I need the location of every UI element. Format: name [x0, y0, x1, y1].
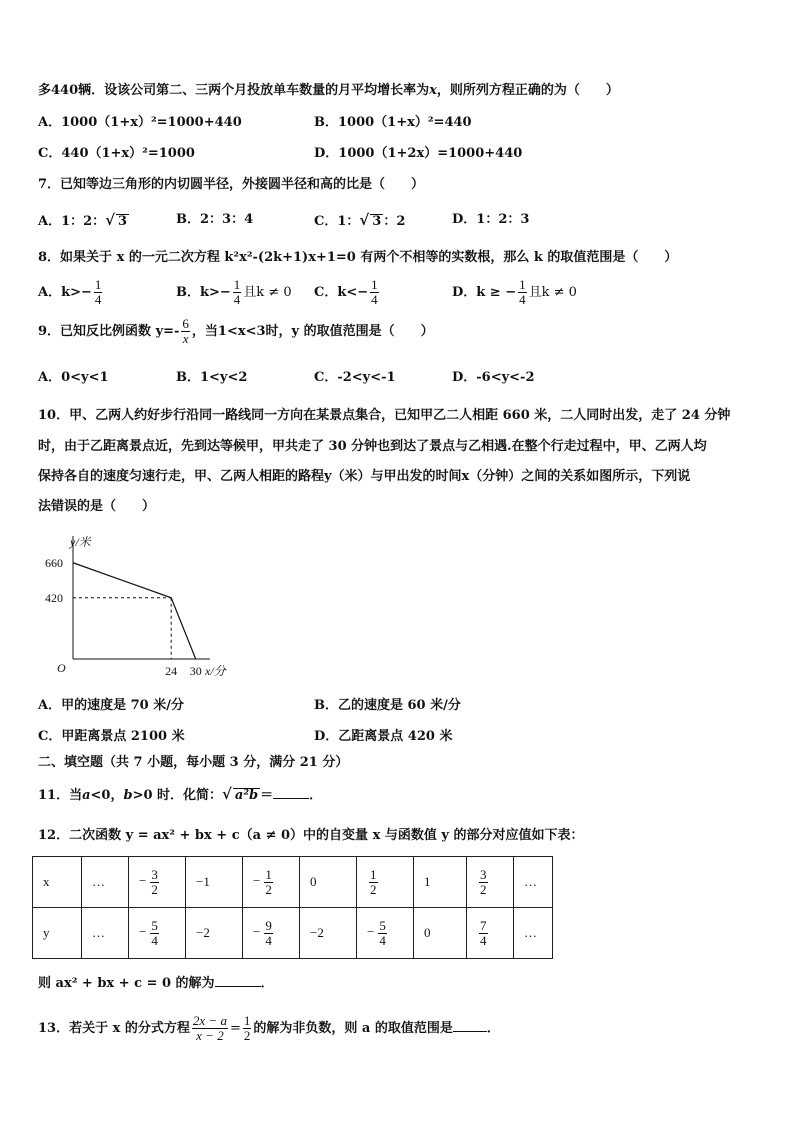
table-cell: y	[33, 908, 82, 959]
q7-option-d: D．1：2：3	[452, 212, 530, 227]
x-axis-label: x/分	[205, 664, 226, 678]
table-cell: $\frac{7}{4}$	[467, 908, 514, 959]
table-cell: − $\frac{1}{2}$	[243, 857, 300, 908]
table-cell: $\frac{3}{2}$	[467, 857, 514, 908]
section-heading-fill-in: 二、填空题（共 7 小题，每小题 3 分，满分 21 分）	[38, 755, 349, 770]
table-cell: − $\frac{9}{4}$	[243, 908, 300, 959]
q13-answer-blank[interactable]	[453, 1031, 487, 1032]
y-tick-label: 660	[45, 555, 63, 570]
q7-stem: 7．已知等边三角形的内切圆半径，外接圆半径和高的比是（ ）	[38, 177, 425, 192]
q12-answer-line: 则 ax² + bx + c = 0 的解为 ．	[38, 976, 274, 991]
q6-stem: 多440辆．设该公司第二、三两个月投放单车数量的月平均增长率为x，则所列方程正确的为（ ）	[38, 83, 619, 98]
table-cell: −2	[300, 908, 357, 959]
q11-answer-blank[interactable]	[273, 798, 309, 799]
q10-line-4: 法错误的是（ ）	[38, 499, 156, 514]
q10-option-c: C．甲距离景点 2100 米	[38, 729, 185, 744]
table-cell: …	[514, 908, 553, 959]
q8-option-b: B．k>− $\frac{1}{4}$ 且k ≠ 0	[176, 277, 292, 307]
x-tick-label: 24	[165, 664, 178, 678]
table-cell: − $\frac{5}{4}$	[129, 908, 186, 959]
q9-option-c: C．-2<y<-1	[314, 370, 396, 385]
q10-distance-time-graph	[40, 532, 240, 682]
q12-value-table	[32, 856, 553, 959]
q9-option-b: B．1<y<2	[176, 370, 248, 385]
q8-option-d: D．k ≥ − $\frac{1}{4}$ 且k ≠ 0	[452, 277, 577, 307]
q6-option-b: B．1000（1+x）²=440	[314, 115, 472, 130]
q12-stem: 12．二次函数 y = ax² + bx + c（a ≠ 0）中的自变量 x 与函数值 y 的部分对应值如下表：	[38, 828, 584, 843]
table-cell: x	[33, 857, 82, 908]
q7-option-c: C．1：√ 3 ：2	[314, 211, 406, 229]
q8-stem: 8．如果关于 x 的一元二次方程 k²x²-(2k+1)x+1=0 有两个不相等的实数根，那么 k 的取值范围是（ ）	[38, 250, 678, 265]
table-cell: − $\frac{5}{4}$	[357, 908, 414, 959]
q7-option-a: A．1：2：√ 3	[38, 211, 128, 229]
q13-stem: 13．若关于 x 的分式方程 $\frac{2x - a}{x - 2}$ = $\frac{1}{2}$ 的解为非负数，则 a 的取值范围是 ．	[38, 1013, 500, 1043]
table-cell: …	[514, 857, 553, 908]
q10-line-3: 保持各自的速度匀速行走，甲、乙两人相距的路程y（米）与甲出发的时间x（分钟）之间的关系如图所示，下列说	[38, 469, 691, 484]
origin-label: O	[57, 661, 66, 675]
q6-option-c: C．440（1+x）²=1000	[38, 146, 195, 161]
table-cell: 1	[414, 857, 467, 908]
table-cell: − $\frac{3}{2}$	[129, 857, 186, 908]
q6-option-a: A．1000（1+x）²=1000+440	[38, 115, 242, 130]
table-cell: −1	[186, 857, 243, 908]
table-cell: $\frac{1}{2}$	[357, 857, 414, 908]
q11-stem: 11．当a<0，b>0 时．化简：√ a²b ＝ ．	[38, 785, 323, 803]
table-cell: 0	[300, 857, 357, 908]
q9-option-a: A．0<y<1	[38, 370, 109, 385]
q10-line-1: 10．甲、乙两人约好步行沿同一路线同一方向在某景点集合，已知甲乙二人相距 660 米，二人同时出发，走了 24 分钟	[38, 408, 731, 423]
table-cell: −2	[186, 908, 243, 959]
q8-option-c: C．k<− $\frac{1}{4}$	[314, 277, 378, 307]
q10-option-a: A．甲的速度是 70 米/分	[38, 698, 184, 713]
q10-option-d: D．乙距离景点 420 米	[314, 729, 453, 744]
table-cell: …	[82, 857, 129, 908]
q9-stem: 9．已知反比例函数 y=- $\frac{6}{x}$ ，当1<x<3时，y 的取值范围是（ ）	[38, 316, 434, 346]
q6-option-d: D．1000（1+2x）=1000+440	[314, 146, 523, 161]
table-cell: 0	[414, 908, 467, 959]
q8-option-a: A．k>− $\frac{1}{4}$	[38, 277, 102, 307]
q10-line-2: 时，由于乙距离景点近，先到达等候甲，甲共走了 30 分钟也到达了景点与乙相遇.在整个行走过程中，甲、乙两人均	[38, 439, 707, 454]
y-axis-label: y/米	[70, 535, 91, 549]
x-tick-label: 30	[189, 664, 202, 678]
series-line	[73, 563, 196, 659]
table-row	[33, 857, 553, 908]
q10-option-b: B．乙的速度是 60 米/分	[314, 698, 461, 713]
q9-option-d: D．-6<y<-2	[452, 370, 535, 385]
table-cell: …	[82, 908, 129, 959]
q12-answer-blank[interactable]	[215, 986, 261, 987]
y-tick-label: 420	[45, 590, 63, 605]
table-row	[33, 908, 553, 959]
q7-option-b: B．2：3：4	[176, 212, 254, 227]
